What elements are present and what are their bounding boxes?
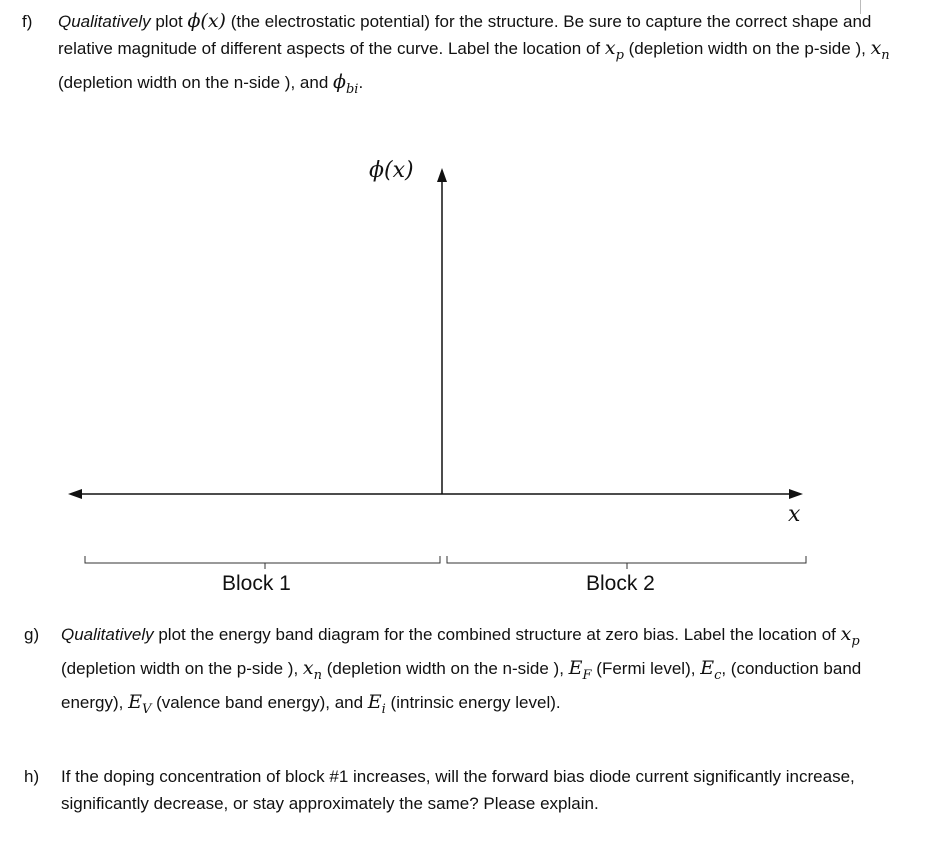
question-f-text: Qualitatively plot ϕ(x) (the electrostatic potential) for the structure. Be sure to capture the correct shape and relative magnitude of different aspects of the curve. Label the location of $x_p$ (depletion width on the p-side ), $x_n$ (depletion width on the n-side ), and $\phi_{bi}$.	[58, 10, 890, 97]
phibi-symbol: $\phi_{bi}$	[333, 70, 359, 97]
xn-symbol: $x_n$	[870, 37, 890, 63]
x-axis-left-arrowhead	[68, 489, 82, 499]
xp-symbol: $x_p$	[604, 37, 624, 63]
x-axis-label: x	[788, 502, 801, 527]
question-h-text: If the doping concentration of block #1 increases, will the forward bias diode current significantly increase, significantly decrease, or stay approximately the same? Please explain.	[61, 767, 855, 813]
y-axis-label: ϕ(x)	[369, 158, 414, 183]
ev-symbol: $E_V$	[128, 690, 152, 717]
question-g-letter: g)	[24, 625, 40, 644]
question-g-text: Qualitatively plot the energy band diagram for the combined structure at zero bias. Label the location of $x_p$ (depletion width on the p-side ), $x_n$ (depletion width on the n-side ), $E_F$ (Fermi level), $E_c$, (conduction band energy), $E_V$ (valence band energy), and $E_i$ (intrinsic energy level).	[61, 623, 862, 717]
ef-symbol: $E_F$	[568, 656, 592, 683]
xp-symbol: $x_p$	[840, 623, 860, 649]
question-g	[0, 621, 936, 717]
question-f-letter: f)	[22, 12, 33, 31]
block-1-bracket	[85, 556, 440, 563]
block-2-bracket	[447, 556, 806, 563]
question-h-letter: h)	[24, 767, 40, 786]
phi-x-symbol: ϕ(x)	[187, 10, 226, 32]
ec-symbol: $E_c$	[700, 656, 722, 683]
ei-symbol: $E_i$	[367, 690, 386, 717]
block-1-label: Block 1	[222, 572, 291, 595]
y-axis-arrowhead	[437, 168, 447, 182]
block-2-label: Block 2	[586, 572, 655, 595]
question-h	[0, 763, 936, 823]
xn-symbol: $x_n$	[302, 656, 323, 683]
x-axis-right-arrowhead	[789, 489, 803, 499]
